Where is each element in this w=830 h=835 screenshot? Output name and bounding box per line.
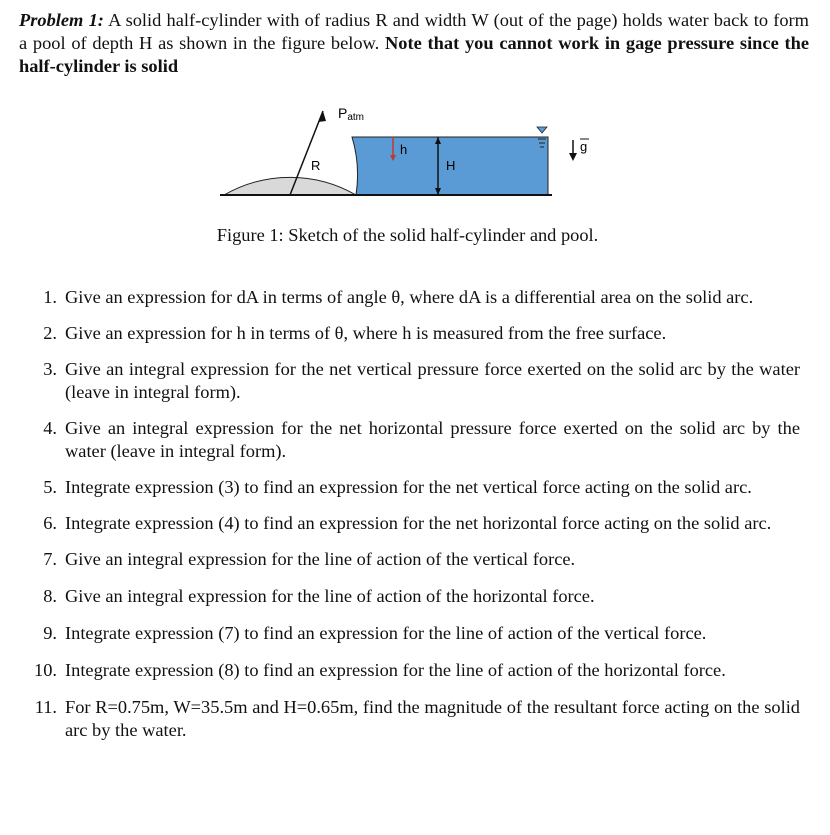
question-text: Give an integral expression for the line of action of the vertical force. [65, 549, 576, 569]
question-item [0, 417, 800, 463]
patm-main: P [338, 105, 348, 121]
question-number: 2. [43, 323, 57, 343]
problem-label: Problem 1: [19, 10, 104, 30]
question-number: 5. [43, 477, 57, 497]
question-text: Give an integral expression for the net vertical pressure force exerted on the solid arc by the water (leave in integral form). [65, 359, 800, 402]
problem-text: A solid half-cylinder with of radius R and width W (out of the page) holds water back to form a pool of depth H as shown in the figure below. [19, 10, 809, 53]
question-number: 1. [43, 287, 57, 307]
question-item [0, 512, 800, 535]
question-text: Integrate expression (3) to find an expression for the net vertical force acting on the solid arc. [65, 477, 752, 497]
question-list [0, 286, 800, 742]
patm-label [338, 105, 364, 123]
question-number: 6. [43, 513, 57, 533]
question-number: 11. [34, 697, 57, 717]
free-surface-icon [537, 127, 547, 133]
question-item [0, 358, 800, 404]
question-number: 9. [43, 623, 57, 643]
half-cylinder [224, 177, 356, 195]
question-number: 8. [43, 586, 57, 606]
question-number: 7. [43, 549, 57, 569]
question-text: Give an expression for h in terms of θ, where h is measured from the free surface. [65, 323, 667, 343]
problem-note: Note that you cannot work in gage pressure since the half-cylinder is solid [19, 33, 810, 76]
question-item [0, 322, 800, 345]
question-text: For R=0.75m, W=35.5m and H=0.65m, find the magnitude of the resultant force acting on the solid arc by the water. [65, 697, 800, 740]
g-label: g [580, 139, 588, 154]
figure-caption: Figure 1: Sketch of the solid half-cylinder and pool. [216, 225, 599, 245]
gravity-arrowhead [569, 153, 577, 161]
problem-statement [19, 9, 809, 78]
question-text: Integrate expression (8) to find an expression for the line of action of the horizontal force. [65, 660, 726, 680]
question-text: Give an integral expression for the net horizontal pressure force exerted on the solid arc by the water (leave in integral form). [65, 418, 800, 461]
question-number: 10. [34, 660, 57, 680]
question-number: 4. [43, 418, 57, 438]
h-label: h [400, 142, 408, 157]
question-item [0, 476, 800, 499]
question-text: Integrate expression (4) to find an expression for the net horizontal force acting on the solid arc. [65, 513, 772, 533]
question-item [0, 548, 800, 571]
question-text: Give an integral expression for the line of action of the horizontal force. [65, 586, 595, 606]
question-number: 3. [43, 359, 57, 379]
question-text: Give an expression for dA in terms of angle θ, where dA is a differential area on the solid arc. [65, 287, 754, 307]
question-item [0, 659, 800, 682]
radius-label: R [311, 158, 321, 173]
H-label: H [446, 158, 456, 173]
figure [0, 95, 830, 220]
patm-sub: atm [347, 112, 365, 123]
question-item [0, 585, 800, 608]
figure-sketch [0, 95, 830, 220]
question-item [0, 622, 800, 645]
question-item [0, 696, 800, 742]
question-item [0, 286, 800, 309]
question-text: Integrate expression (7) to find an expression for the line of action of the vertical force. [65, 623, 707, 643]
